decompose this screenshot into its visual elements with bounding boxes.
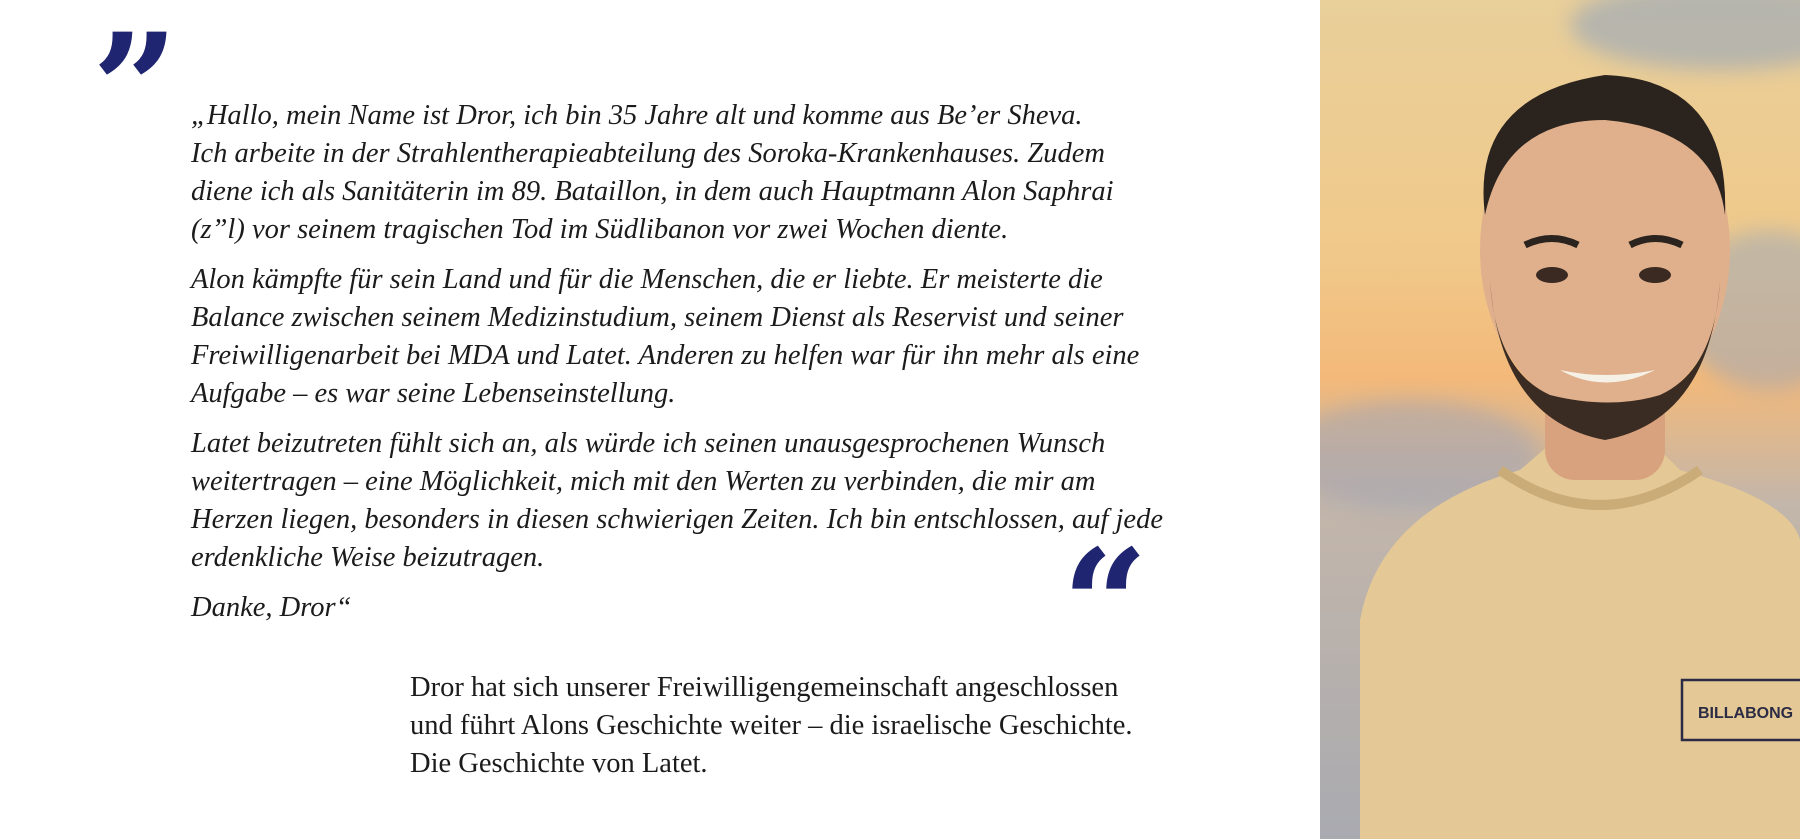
quote-paragraph-3: Latet beizutreten fühlt sich an, als würde ich seinen unausgesprochenen Wunsch weitertragen – eine Möglichkeit, mich mit den Werten zu verbinden, die mir am Herzen liegen, besonders in diesen schwierigen Zeiten. Ich bin entschlossen, auf jede erdenkliche Weise beizutragen. [191,428,1163,573]
closing-statement: Dror hat sich unserer Freiwilligengemeinschaft angeschlossen und führt Alons Geschichte weiter – die israelische Geschichte. Die Geschichte von Latet. [410,672,1133,779]
person-illustration [1320,0,1800,839]
left-eye [1536,267,1568,283]
right-eye [1639,267,1671,283]
quote-paragraph-1: „Hallo, mein Name ist Dror, ich bin 35 Jahre alt und komme aus Be’er Sheva. Ich arbeite in der Strahlentherapieabteilung des Soroka-Krankenhauses. Zudem diene ich als Sanitäterin im 89. Bataillon, in dem auch Hauptmann Alon Saphrai (z”l) vor seinem tragischen Tod im Südlibanon vor zwei Wochen diente. [191,100,1114,245]
closing-quote-icon: “ [1062,517,1139,693]
quote-signoff: Danke, Dror“ [191,592,352,623]
quote-paragraph-2: Alon kämpfte für sein Land und für die Menschen, die er liebte. Er meisterte die Balance zwischen seinem Medizinstudium, seinem Dienst als Reservist und seiner Freiwilligenarbeit bei MDA und Latet. Anderen zu helfen war für ihn mehr als eine Aufgabe – es war seine Lebenseinstellung. [191,264,1140,409]
portrait-photo [1320,0,1800,839]
opening-quote-icon: ” [92,1,169,177]
shirt-logo-text: BILLABONG [1698,705,1794,722]
